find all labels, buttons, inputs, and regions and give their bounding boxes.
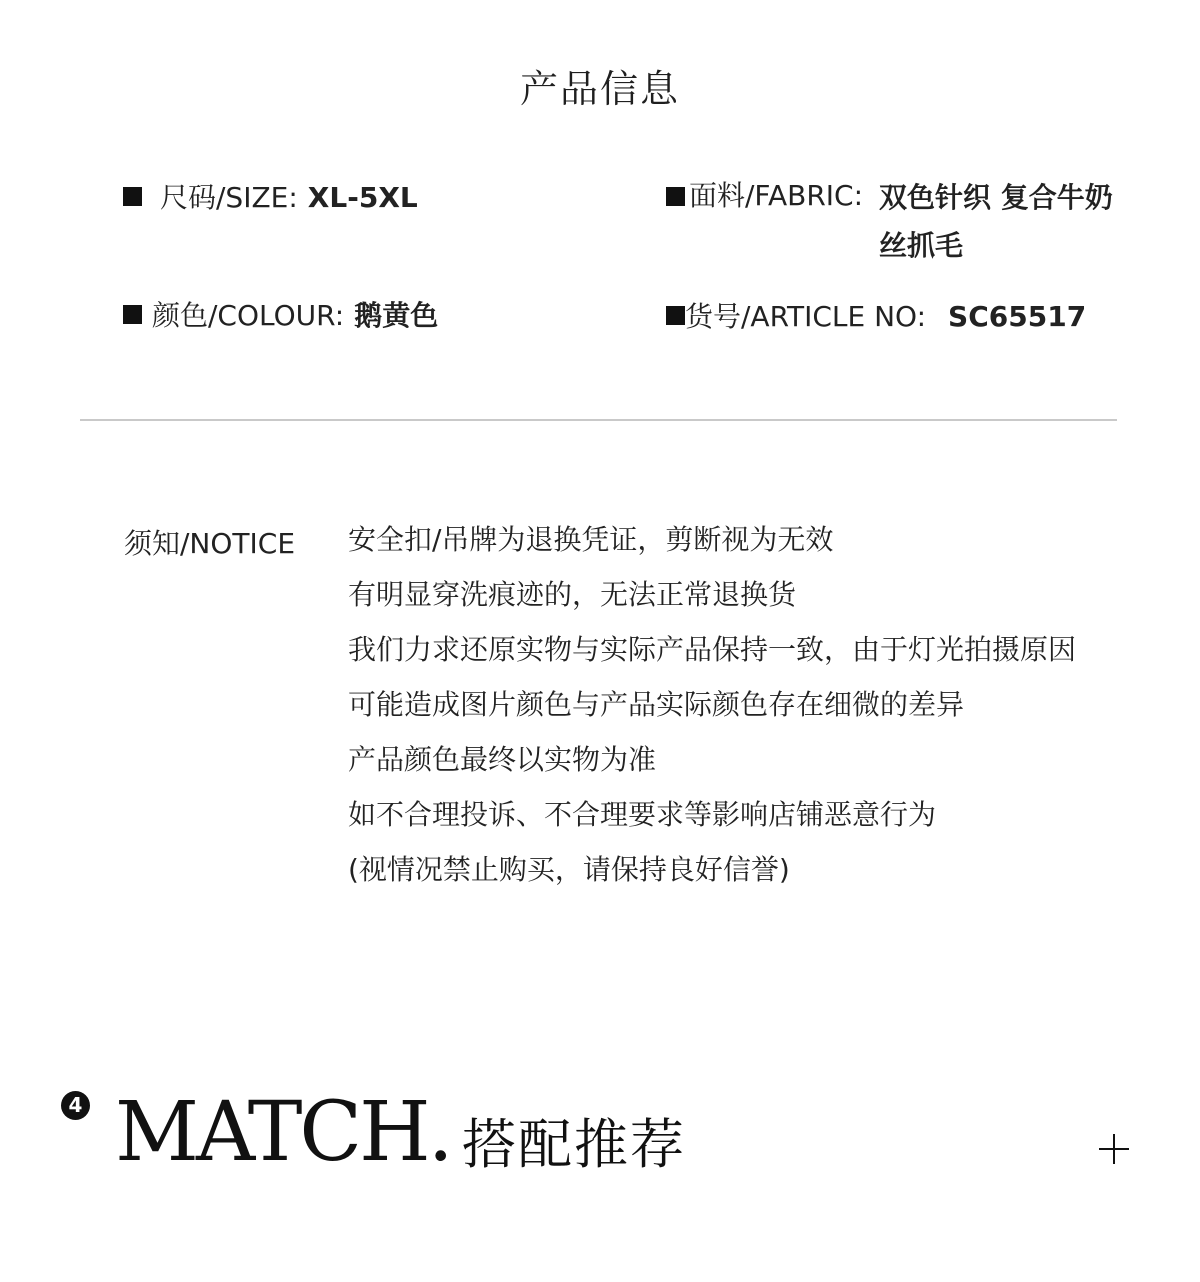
square-bullet-icon — [123, 187, 142, 206]
match-title-cn: 搭配推荐 — [462, 1113, 686, 1176]
spec-value: 双色针织 复合牛奶丝抓毛 — [879, 181, 1113, 262]
square-bullet-icon — [666, 187, 685, 206]
spec-value: XL-5XL — [307, 181, 418, 214]
spec-label: 货号/ARTICLE NO: — [685, 300, 927, 333]
spec-label: 面料/FABRIC: — [689, 179, 864, 212]
divider — [80, 419, 1117, 421]
spec-fabric — [666, 174, 1119, 270]
notice-line: 有明显穿洗痕迹的，无法正常退换货 — [348, 578, 797, 611]
spec-article — [666, 295, 1086, 335]
notice-label: 须知/NOTICE — [124, 527, 296, 560]
notice-line: 我们力求还原实物与实际产品保持一致，由于灯光拍摄原因 — [348, 633, 1077, 666]
section-number-badge: 4 — [61, 1091, 90, 1120]
notice-line: (视情况禁止购买，请保持良好信誉) — [348, 853, 790, 886]
spec-label: 颜色/COLOUR: — [152, 299, 345, 332]
plus-icon[interactable] — [1099, 1134, 1129, 1164]
spec-value: 鹅黄色 — [354, 299, 439, 332]
notice-line: 安全扣/吊牌为退换凭证，剪断视为无效 — [348, 523, 834, 556]
match-title-en: MATCH. — [115, 1085, 451, 1180]
notice-line: 可能造成图片颜色与产品实际颜色存在细微的差异 — [348, 688, 965, 721]
notice-line: 如不合理投诉、不合理要求等影响店铺恶意行为 — [348, 798, 937, 831]
spec-colour — [123, 294, 438, 334]
notice-list — [348, 512, 1076, 897]
spec-value: SC65517 — [948, 300, 1087, 333]
spec-size — [123, 176, 418, 216]
section-title: 产品信息 — [519, 67, 680, 111]
square-bullet-icon — [666, 306, 685, 325]
notice-line: 产品颜色最终以实物为准 — [348, 743, 657, 776]
spec-label: 尺码/SIZE: — [160, 181, 298, 214]
square-bullet-icon — [123, 305, 142, 324]
